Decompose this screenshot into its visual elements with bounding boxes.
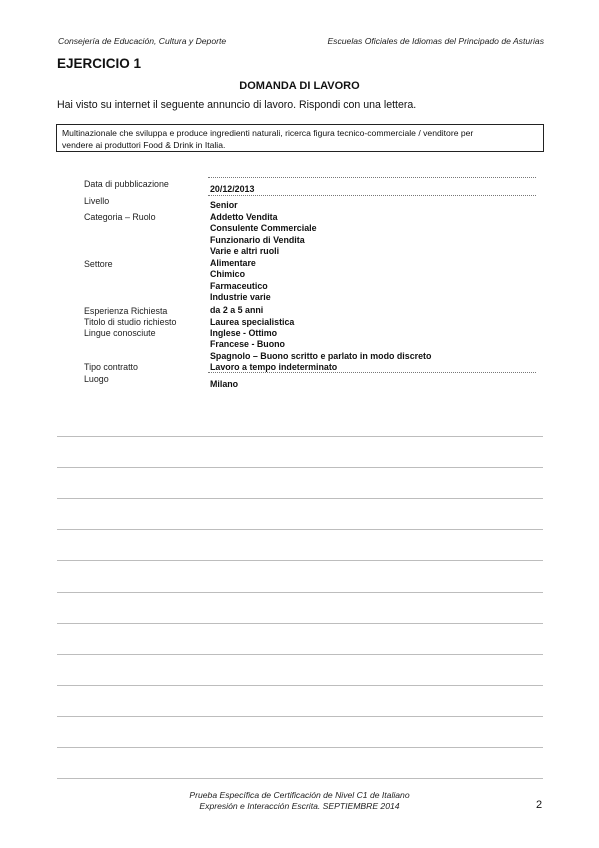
instruction-text: Hai visto su internet il seguente annuncio di lavoro. Rispondi con una lettera. [57, 99, 417, 111]
header-left: Consejería de Educación, Cultura y Deporte [58, 36, 227, 46]
writing-line [57, 436, 543, 437]
writing-line [57, 529, 543, 530]
label-category: Categoria – Ruolo [84, 212, 156, 222]
exercise-title: EJERCICIO 1 [57, 56, 142, 71]
writing-line [57, 467, 543, 468]
label-languages: Lingue conosciute [84, 328, 156, 338]
footer-line-2: Expresión e Interacción Escrita. SEPTIEMBRE 2014 [199, 801, 400, 811]
value-sector: Alimentare [210, 258, 256, 268]
value-language: Inglese - Ottimo [210, 328, 278, 338]
value-sector: Farmaceutico [210, 281, 268, 291]
writing-line [57, 498, 543, 499]
writing-line [57, 778, 543, 779]
label-sector: Settore [84, 259, 113, 269]
ad-text-line: Multinazionale che sviluppa e produce ingredienti naturali, ricerca figura tecnico-commerciale / venditore per [62, 128, 474, 138]
page-number: 2 [536, 799, 543, 811]
value-sector: Chimico [210, 269, 246, 279]
dotted-separator [208, 195, 536, 196]
label-place: Luogo [84, 374, 109, 384]
value-level: Senior [210, 200, 238, 210]
value-category: Consulente Commerciale [210, 223, 317, 233]
footer-line-1: Prueba Específica de Certificación de Nivel C1 de Italiano [189, 790, 410, 800]
value-sector: Industrie varie [210, 292, 271, 302]
value-category: Varie e altri ruoli [210, 246, 280, 256]
exercise-subtitle: DOMANDA DI LAVORO [239, 80, 360, 92]
writing-line [57, 623, 543, 624]
value-language: Spagnolo – Buono scritto e parlato in modo discreto [210, 351, 432, 361]
job-ad-box [56, 124, 544, 152]
value-place: Milano [210, 379, 239, 389]
ad-text-line: vendere ai produttori Food & Drink in Italia. [62, 140, 226, 150]
writing-line [57, 747, 543, 748]
value-contract: Lavoro a tempo indeterminato [210, 362, 338, 372]
label-experience: Esperienza Richiesta [84, 306, 168, 316]
value-date: 20/12/2013 [210, 184, 255, 194]
value-experience: da 2 a 5 anni [210, 305, 264, 315]
label-contract: Tipo contratto [84, 362, 138, 372]
value-degree: Laurea specialistica [210, 317, 295, 327]
value-language: Francese - Buono [210, 339, 285, 349]
writing-line [57, 560, 543, 561]
writing-line [57, 592, 543, 593]
label-date: Data di pubblicazione [84, 179, 169, 189]
header-right: Escuelas Oficiales de Idiomas del Principado de Asturias [327, 36, 544, 46]
writing-line [57, 685, 543, 686]
label-degree: Titolo di studio richiesto [84, 317, 177, 327]
writing-line [57, 716, 543, 717]
value-category: Addetto Vendita [210, 212, 278, 222]
label-level: Livello [84, 196, 110, 206]
dotted-separator [208, 177, 536, 178]
writing-line [57, 654, 543, 655]
value-category: Funzionario di Vendita [210, 235, 305, 245]
